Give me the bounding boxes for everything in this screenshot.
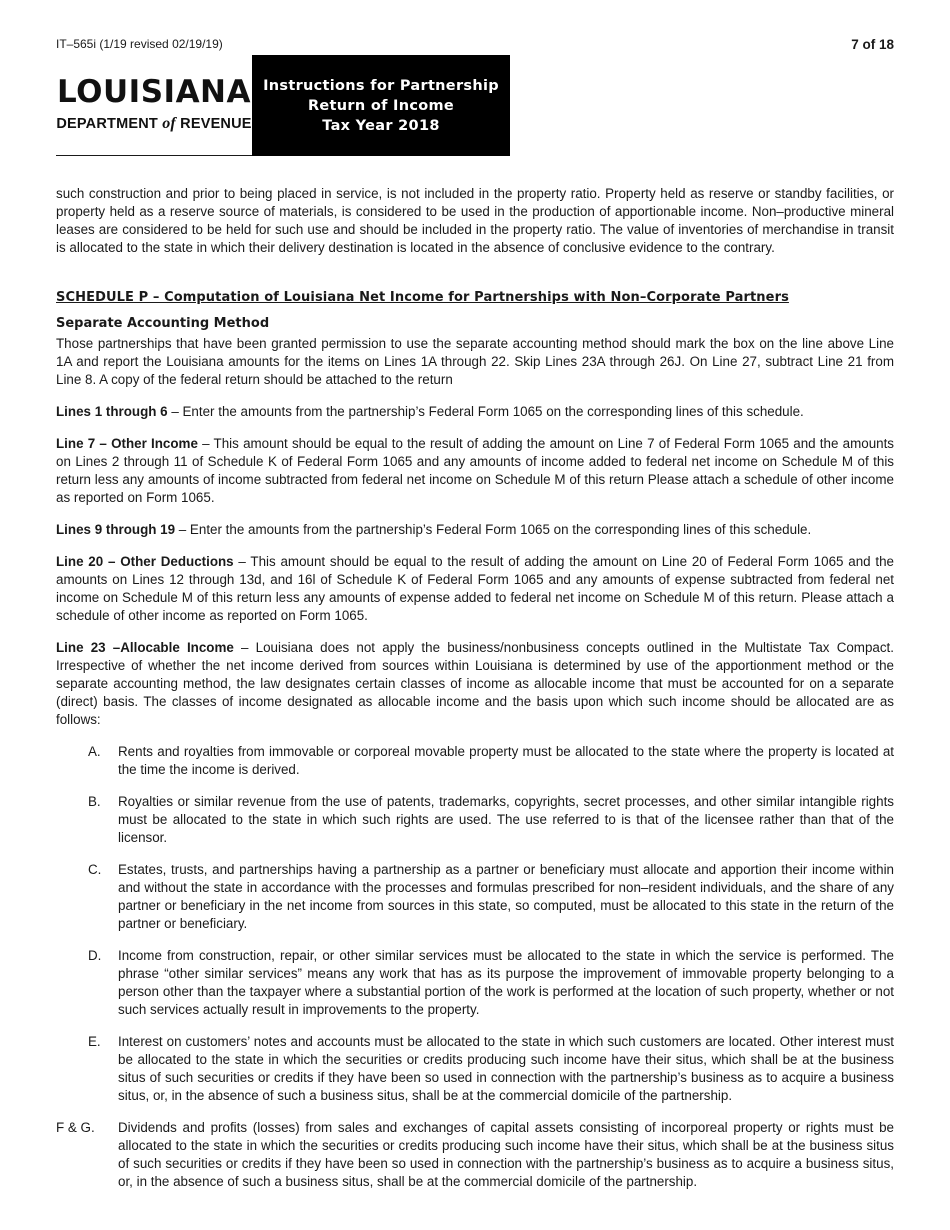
item-letter: E. (88, 1034, 101, 1049)
separate-accounting-heading: Separate Accounting Method (56, 316, 270, 331)
item-text: Estates, trusts, and partnerships having a partnership as a partner or beneficiary must allocate and apportion their income within and without the state in accordance with the processes and formulas prescribed for non–resident individuals, and the share of any partner or beneficiary in the net income from sources in this state, so computed, must be allocated to this state in the return of the partner or beneficiary. (118, 862, 894, 931)
item-letter: F & G. (56, 1120, 95, 1135)
list-item (56, 947, 894, 1019)
list-item (56, 1119, 894, 1191)
line-instruction: Line 7 – Other Income – This amount should be equal to the result of adding the amount on Line 7 of Federal Form 1065 and the amounts on Lines 2 through 11 of Schedule K of Federal Form 1065 and any amounts of income added to federal net income on Schedule M of this return less any amounts of income subtracted from federal net income on Schedule M of this return Please attach a schedule of other income as reported on Form 1065. (56, 436, 895, 505)
page-number: 7 of 18 (851, 37, 894, 52)
item-text: Royalties or similar revenue from the use of patents, trademarks, copyrights, secret processes, and other similar intangible rights must be allocated to the state in which such rights are used. The use referred to is that of the licensee rather than that of the licensor. (118, 794, 894, 845)
logo-main-text: LOUISIANA (57, 74, 251, 110)
line-instruction: Line 20 – Other Deductions – This amount should be equal to the result of adding the amount on Line 20 of Federal Form 1065 and the amounts on Lines 12 through 13d, and 16l of Schedule K of Federal Form 1065 and any amounts of expense subtracted from federal net income on Schedule M of this return less any amounts of expense added to federal net income on Schedule M of this return. Please attach a schedule of other income as reported on Form 1065. (56, 554, 894, 623)
title-line-2: Return of Income (307, 97, 455, 114)
line-label: Line 23 –Allocable Income (56, 640, 234, 655)
intro-paragraph: such construction and prior to being placed in service, is not included in the property ratio. Property held as reserve or standby facilities, or property held as a reserve source of materials, is considered to be used in the production of apportionable income. Non–productive mineral leases are considered to be held for such use and should be included in the property ratio. The value of inventories of merchandise in transit is allocated to the state in which their delivery destination is located in the absence of conclusive evidence to the contrary. (56, 186, 894, 255)
item-letter: D. (88, 948, 102, 963)
list-item (56, 743, 894, 779)
document-title (252, 55, 510, 156)
title-line-1: Instructions for Partnership (263, 77, 499, 94)
separate-accounting-paragraph: Those partnerships that have been granted permission to use the separate accounting method should mark the box on the line above Line 1A and report the Louisiana amounts for the items on Lines 1A through 22. Skip Lines 23A through 26J. On Line 27, subtract Line 21 from Line 8. A copy of the federal return should be attached to the return (56, 336, 894, 387)
item-text: Interest on customers’ notes and accounts must be allocated to the state in which such customers are located. Other interest must be allocated to the state in which the securities or credits producing such income have their situs, which shall be at the business situs of such securities or credits if they have been so used in connection with the partnership’s business as to acquire a business situs, or, in the absence of such a business situs, shall be at the commercial domicile of the partnership. (118, 1034, 894, 1103)
line-instruction: Lines 1 through 6 – Enter the amounts from the partnership’s Federal Form 1065 on the corresponding lines of this schedule. (56, 404, 804, 419)
allocable-income-list (56, 743, 894, 1191)
line-label: Line 20 – Other Deductions (56, 554, 234, 569)
item-letter: B. (88, 794, 101, 809)
item-text: Rents and royalties from immovable or corporeal movable property must be allocated to the state where the property is located at the time the income is derived. (118, 744, 894, 777)
list-item (56, 1033, 894, 1105)
list-item (56, 861, 894, 933)
line-label: Lines 1 through 6 (56, 404, 168, 419)
item-letter: C. (88, 862, 102, 877)
line-instruction: Line 23 –Allocable Income – Louisiana does not apply the business/nonbusiness concepts outlined in the Multistate Tax Compact. Irrespective of whether the net income derived from sources within Louisiana is determined by use of the apportionment method or the separate accounting method, the law designates certain classes of income as allocable income that must be accounted for on a separate (direct) basis. The classes of income designated as allocable income and the basis upon which such income should be allocated are as follows: (56, 640, 894, 727)
item-text: Dividends and profits (losses) from sales and exchanges of capital assets consisting of incorporeal property or rights must be allocated to the state in which the securities or credits producing such income have their situs, which shall be at the business situs of such securities or credits if they have been so used in connection with the partnership’s business as to acquire a business situs, or, in the absence of such a business situs, shall be at the commercial domicile of the partnership. (118, 1120, 894, 1189)
item-letter: A. (88, 744, 101, 759)
form-id: IT–565i (1/19 revised 02/19/19) (56, 37, 223, 51)
louisiana-revenue-logo (56, 55, 252, 156)
line-label: Line 7 – Other Income (56, 436, 198, 451)
logo-sub-text: DEPARTMENT of REVENUE (56, 115, 252, 132)
document-header (56, 55, 510, 156)
schedule-p-title: SCHEDULE P – Computation of Louisiana Net Income for Partnerships with Non–Corporate Partners (56, 290, 789, 305)
item-text: Income from construction, repair, or other similar services must be allocated to the state in which the service is performed. The phrase “other similar services” means any work that has as its purpose the improvement of immovable property belonging to a person other than the taxpayer where a substantial portion of the work is performed at the location of such property, whether or not such services actually result in improvements to the property. (118, 948, 894, 1017)
document-body (56, 185, 894, 1205)
list-item (56, 793, 894, 847)
title-line-3: Tax Year 2018 (322, 117, 440, 134)
line-label: Lines 9 through 19 (56, 522, 176, 537)
line-instruction: Lines 9 through 19 – Enter the amounts from the partnership’s Federal Form 1065 on the corresponding lines of this schedule. (56, 522, 812, 537)
